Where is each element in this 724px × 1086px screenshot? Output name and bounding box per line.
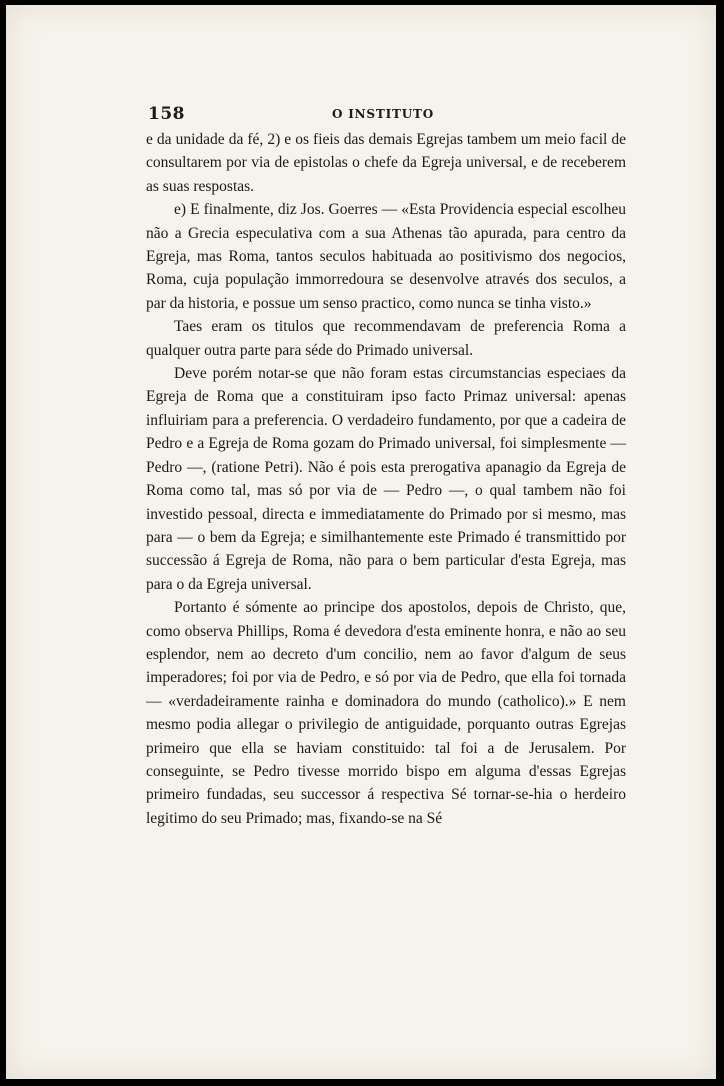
paragraph: e) E finalmente, diz Jos. Goerres — «Esta Providencia especial escolheu não a Grecia especulativa com a sua Athenas tão apurada, para centro da Egreja, mas Roma, tantos seculos habituada ao positivismo dos negocios, Roma, cuja população immorredoura se desenvolve através dos seculos, a par da historia, e possue um senso practico, como nunca se tinha visto.»	[146, 201, 626, 312]
page-header	[148, 104, 628, 126]
paragraph: Portanto é sómente ao principe dos apostolos, depois de Christo, que, como observa Phillips, Roma é devedora d'esta eminente honra, e não ao seu esplendor, nem ao decreto d'um concilio, nem ao favor d'algum de seus imperadores; foi por via de Pedro, e só por via de Pedro, que ella foi tornada — «verdadeiramente rainha e dominadora do mundo (catholico).» E nem mesmo podia allegar o privilegio de antiguidade, porquanto outras Egrejas primeiro que ella se haviam constituido: tal foi a de Jerusalem. Por conseguinte, se Pedro tivesse morrido bispo em alguma d'essas Egrejas primeiro fundadas, seu successor á respectiva Sé tornar-se-hia o herdeiro legitimo do seu Primado; mas, fixando-se na Sé	[146, 599, 626, 827]
running-title: O INSTITUTO	[332, 107, 434, 121]
page-number: 158	[148, 104, 185, 124]
paragraph: Deve porém notar-se que não foram estas circumstancias especiaes da Egreja de Roma que a constituiram ipso facto Primaz universal: apenas influiriam para a preferencia. O verdadeiro fundamento, por que a cadeira de Pedro e a Egreja de Roma gozam do Primado universal, foi simplesmente — Pedro —, (ratione Petri). Não é pois esta prerogativa apanagio da Egreja de Roma como tal, mas só por via de — Pedro —, o qual tambem não foi investido pessoal, directa e immediatamente do Primado por si mesmo, mas para — o bem da Egreja; e similhantemente este Primado é transmittido por successão á Egreja de Roma, não para o bem particular d'esta Egreja, mas para o da Egreja universal.	[146, 365, 626, 593]
paragraph: e da unidade da fé, 2) e os fieis das demais Egrejas tambem um meio facil de consultarem por via de epistolas o chefe da Egreja universal, e de receberem as suas respostas.	[146, 131, 626, 195]
body-text	[146, 128, 626, 830]
paragraph: Taes eram os titulos que recommendavam de preferencia Roma a qualquer outra parte para séde do Primado universal.	[146, 318, 626, 359]
